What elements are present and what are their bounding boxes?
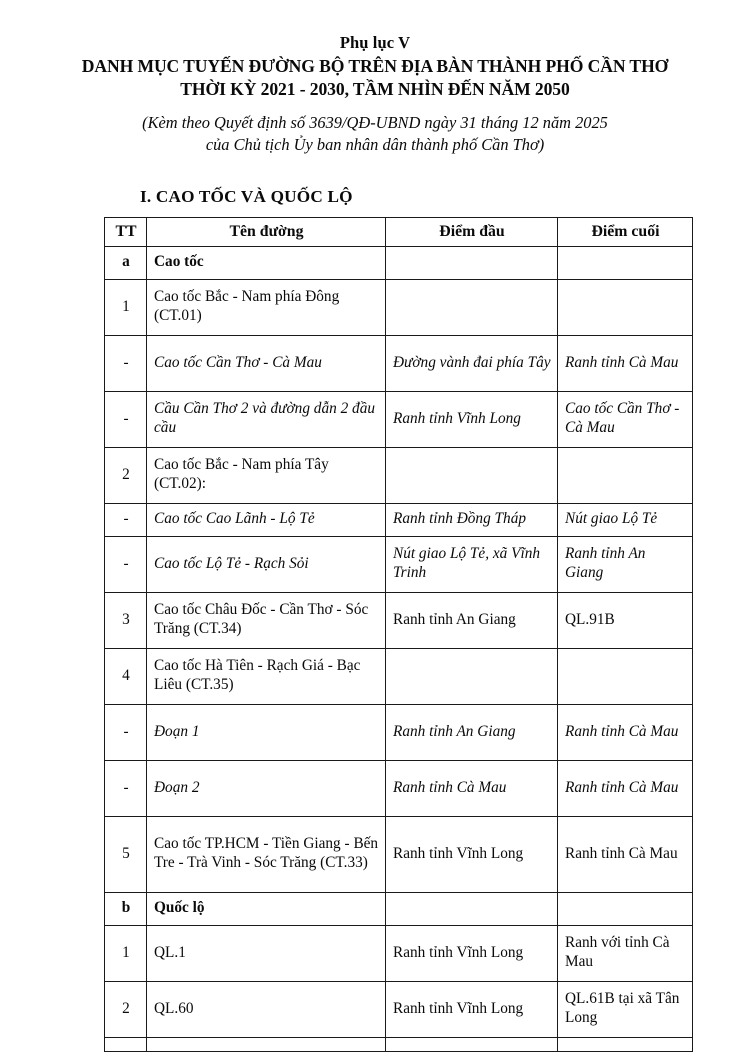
cell-end-point: Ranh tỉnh Cà Mau <box>558 704 693 760</box>
table-row <box>105 391 693 447</box>
table-body <box>105 246 693 1051</box>
table-header <box>105 217 693 246</box>
cell-start-point <box>386 648 558 704</box>
cell-start-point: Ranh tỉnh Đồng Tháp <box>386 503 558 536</box>
cell-clipped <box>386 1037 558 1051</box>
cell-end-point: Ranh tỉnh Cà Mau <box>558 760 693 816</box>
cell-end-point: Ranh tỉnh An Giang <box>558 536 693 592</box>
cell-clipped <box>105 1037 147 1051</box>
cell-tt: - <box>105 760 147 816</box>
cell-end-point <box>558 892 693 925</box>
cell-end-point: Nút giao Lộ Tẻ <box>558 503 693 536</box>
cell-start-point <box>386 279 558 335</box>
document-subtitle-line-1: (Kèm theo Quyết định số 3639/QĐ-UBND ngày 31 tháng 12 năm 2025 <box>142 112 608 132</box>
cell-tt: 5 <box>105 816 147 892</box>
column-header-start: Điểm đầu <box>386 217 558 246</box>
cell-start-point: Ranh tỉnh An Giang <box>386 704 558 760</box>
table-row <box>105 760 693 816</box>
cell-road-name: QL.60 <box>147 981 386 1037</box>
cell-start-point: Ranh tỉnh An Giang <box>386 592 558 648</box>
column-header-tt: TT <box>105 217 147 246</box>
document-subtitle <box>0 112 750 156</box>
cell-start-point <box>386 447 558 503</box>
table-row <box>105 503 693 536</box>
cell-end-point <box>558 648 693 704</box>
cell-end-point <box>558 279 693 335</box>
road-table-container <box>104 217 692 1052</box>
column-header-end: Điểm cuối <box>558 217 693 246</box>
cell-road-name: Cao tốc Bắc - Nam phía Tây (CT.02): <box>147 447 386 503</box>
road-table <box>104 217 693 1052</box>
cell-tt: 4 <box>105 648 147 704</box>
cell-end-point: QL.91B <box>558 592 693 648</box>
cell-tt: 1 <box>105 279 147 335</box>
cell-start-point: Ranh tỉnh Vĩnh Long <box>386 816 558 892</box>
cell-tt: 1 <box>105 925 147 981</box>
cell-road-name: Cao tốc Bắc - Nam phía Đông (CT.01) <box>147 279 386 335</box>
cell-start-point <box>386 892 558 925</box>
cell-clipped <box>558 1037 693 1051</box>
table-row <box>105 592 693 648</box>
cell-road-name: Cầu Cần Thơ 2 và đường dẫn 2 đầu cầu <box>147 391 386 447</box>
cell-road-name: Cao tốc Hà Tiên - Rạch Giá - Bạc Liêu (CT.35) <box>147 648 386 704</box>
cell-start-point: Ranh tỉnh Vĩnh Long <box>386 391 558 447</box>
cell-end-point <box>558 447 693 503</box>
table-row <box>105 892 693 925</box>
appendix-label: Phụ lục V <box>339 33 411 52</box>
table-row <box>105 981 693 1037</box>
table-header-row <box>105 217 693 246</box>
cell-tt: 2 <box>105 447 147 503</box>
page-title-line-2: THỜI KỲ 2021 - 2030, TẦM NHÌN ĐẾN NĂM 2050 <box>180 78 570 99</box>
cell-tt: - <box>105 335 147 391</box>
table-row <box>105 447 693 503</box>
table-row <box>105 335 693 391</box>
cell-road-name: Đoạn 1 <box>147 704 386 760</box>
cell-road-name: Cao tốc Châu Đốc - Cần Thơ - Sóc Trăng (CT.34) <box>147 592 386 648</box>
cell-tt: a <box>105 246 147 279</box>
section-heading: I. CAO TỐC VÀ QUỐC LỘ <box>140 186 353 206</box>
document-header <box>0 0 750 156</box>
cell-tt: b <box>105 892 147 925</box>
table-row <box>105 816 693 892</box>
cell-end-point: Ranh tỉnh Cà Mau <box>558 816 693 892</box>
cell-tt: - <box>105 503 147 536</box>
table-row <box>105 704 693 760</box>
cell-tt: - <box>105 704 147 760</box>
page-title-line-1: DANH MỤC TUYẾN ĐƯỜNG BỘ TRÊN ĐỊA BÀN THÀNH PHỐ CẦN THƠ <box>81 55 669 76</box>
cell-road-name: Cao tốc Lộ Tẻ - Rạch Sỏi <box>147 536 386 592</box>
cell-road-name: Cao tốc <box>147 246 386 279</box>
cell-clipped <box>147 1037 386 1051</box>
table-row-clipped <box>105 1037 693 1051</box>
table-row <box>105 279 693 335</box>
cell-start-point <box>386 246 558 279</box>
table-row <box>105 536 693 592</box>
column-header-name: Tên đường <box>147 217 386 246</box>
cell-road-name: Cao tốc TP.HCM - Tiền Giang - Bến Tre - Trà Vinh - Sóc Trăng (CT.33) <box>147 816 386 892</box>
cell-tt: 2 <box>105 981 147 1037</box>
cell-start-point: Đường vành đai phía Tây <box>386 335 558 391</box>
cell-tt: 3 <box>105 592 147 648</box>
table-row <box>105 648 693 704</box>
cell-tt: - <box>105 536 147 592</box>
cell-start-point: Ranh tỉnh Vĩnh Long <box>386 981 558 1037</box>
cell-start-point: Nút giao Lộ Tẻ, xã Vĩnh Trinh <box>386 536 558 592</box>
cell-start-point: Ranh tỉnh Cà Mau <box>386 760 558 816</box>
cell-road-name: Quốc lộ <box>147 892 386 925</box>
page-title <box>0 55 750 101</box>
document-subtitle-line-2: của Chủ tịch Ủy ban nhân dân thành phố Cần Thơ) <box>205 134 545 154</box>
cell-road-name: Cao tốc Cần Thơ - Cà Mau <box>147 335 386 391</box>
cell-end-point: QL.61B tại xã Tân Long <box>558 981 693 1037</box>
cell-end-point: Ranh tỉnh Cà Mau <box>558 335 693 391</box>
table-row <box>105 925 693 981</box>
cell-road-name: QL.1 <box>147 925 386 981</box>
cell-tt: - <box>105 391 147 447</box>
cell-start-point: Ranh tỉnh Vĩnh Long <box>386 925 558 981</box>
cell-road-name: Cao tốc Cao Lãnh - Lộ Tẻ <box>147 503 386 536</box>
cell-end-point <box>558 246 693 279</box>
table-row <box>105 246 693 279</box>
cell-end-point: Cao tốc Cần Thơ - Cà Mau <box>558 391 693 447</box>
cell-end-point: Ranh với tỉnh Cà Mau <box>558 925 693 981</box>
cell-road-name: Đoạn 2 <box>147 760 386 816</box>
